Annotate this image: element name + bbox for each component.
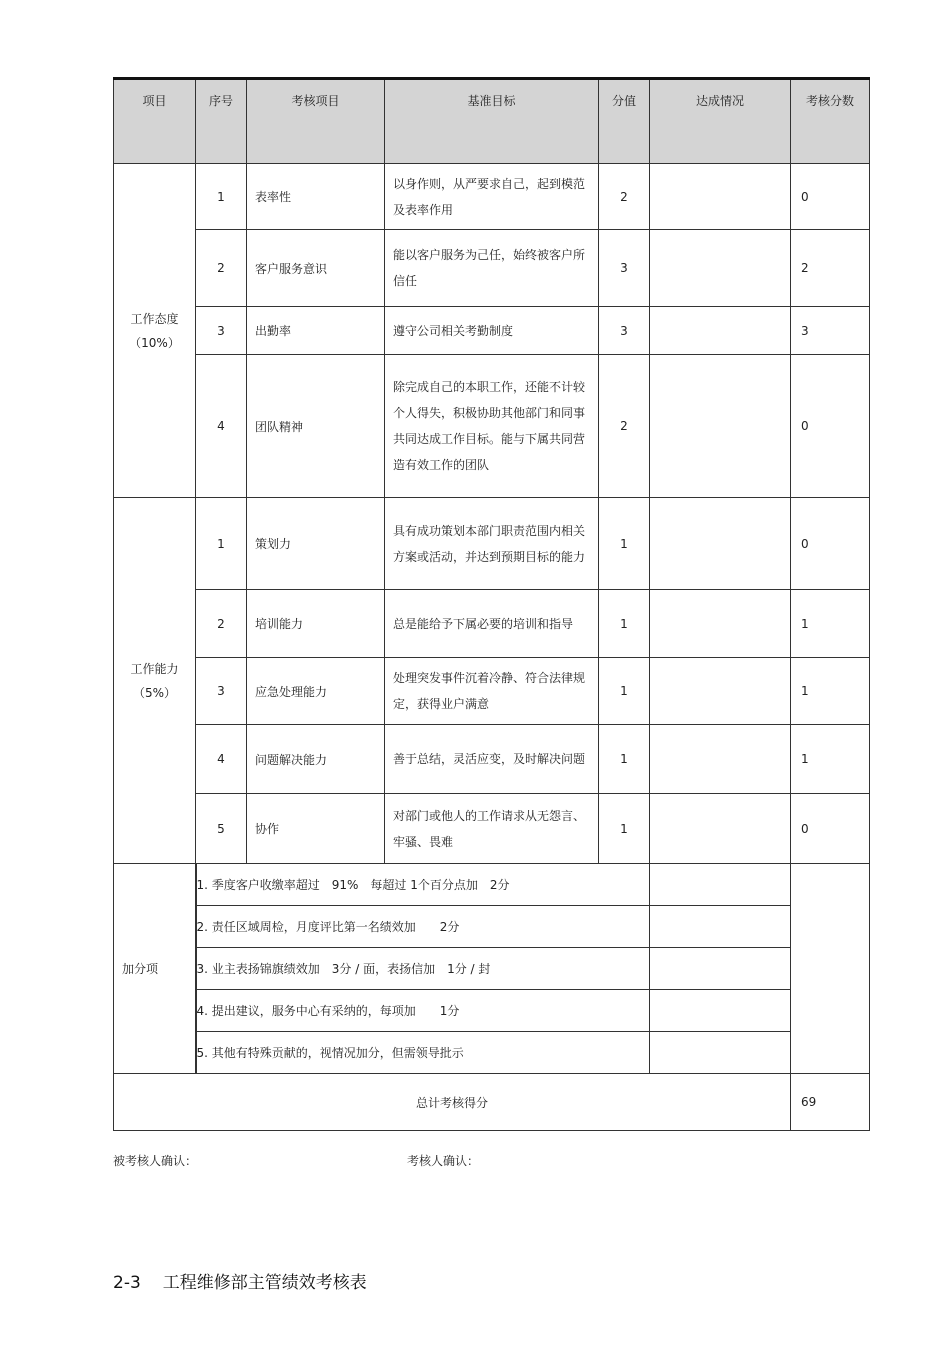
row-target: 除完成自己的本职工作，还能不计较个人得失，积极协助其他部门和同事共同达成工作目标。能与下属共同营造有效工作的团队 bbox=[385, 355, 599, 498]
bonus-row bbox=[114, 906, 870, 948]
row-item: 策划力 bbox=[247, 498, 385, 590]
total-label: 总计考核得分 bbox=[114, 1074, 791, 1131]
header-points: 分值 bbox=[599, 79, 650, 164]
header-row bbox=[114, 79, 870, 164]
section-number: 2-3 bbox=[113, 1273, 141, 1293]
bonus-item: 1. 季度客户收缴率超过 91% 每超过 1个百分点加 2分 bbox=[196, 864, 650, 906]
row-points: 1 bbox=[599, 658, 650, 725]
row-item: 表率性 bbox=[247, 164, 385, 230]
row-number: 3 bbox=[196, 307, 247, 355]
table-row bbox=[114, 725, 870, 794]
category-name: 工作能力 bbox=[130, 661, 179, 676]
performance-table bbox=[113, 77, 870, 1131]
appraiser-confirmation: 考核人确认： bbox=[407, 1154, 480, 1168]
row-number: 3 bbox=[196, 658, 247, 725]
row-target: 处理突发事件沉着冷静、符合法律规定，获得业户满意 bbox=[385, 658, 599, 725]
row-points: 1 bbox=[599, 725, 650, 794]
table-row bbox=[114, 355, 870, 498]
total-value: 69 bbox=[791, 1074, 870, 1131]
row-item: 团队精神 bbox=[247, 355, 385, 498]
row-achieved bbox=[650, 355, 791, 498]
row-achieved bbox=[650, 658, 791, 725]
header-category: 项目 bbox=[114, 79, 196, 164]
row-item: 培训能力 bbox=[247, 590, 385, 658]
section-title: 工程维修部主管绩效考核表 bbox=[162, 1273, 367, 1293]
row-achieved bbox=[650, 794, 791, 864]
row-achieved bbox=[650, 164, 791, 230]
bonus-row bbox=[114, 864, 870, 906]
header-achieved: 达成情况 bbox=[650, 79, 791, 164]
table-row bbox=[114, 794, 870, 864]
table-row bbox=[114, 164, 870, 230]
row-score: 0 bbox=[791, 355, 870, 498]
bonus-row bbox=[114, 1032, 870, 1074]
row-target: 善于总结，灵活应变，及时解决问题 bbox=[385, 725, 599, 794]
bonus-item: 2. 责任区域周检，月度评比第一名绩效加 2分 bbox=[196, 906, 650, 948]
table-row bbox=[114, 658, 870, 725]
row-score: 1 bbox=[791, 658, 870, 725]
row-target: 遵守公司相关考勤制度 bbox=[385, 307, 599, 355]
row-target: 以身作则，从严要求自己，起到模范及表率作用 bbox=[385, 164, 599, 230]
row-achieved bbox=[650, 725, 791, 794]
bonus-achieved bbox=[650, 1032, 791, 1074]
row-score: 0 bbox=[791, 164, 870, 230]
row-score: 3 bbox=[791, 307, 870, 355]
row-points: 1 bbox=[599, 498, 650, 590]
bonus-item: 4. 提出建议，服务中心有采纳的，每项加 1分 bbox=[196, 990, 650, 1032]
row-points: 3 bbox=[599, 307, 650, 355]
category-name: 工作态度 bbox=[130, 311, 179, 326]
row-score: 0 bbox=[791, 794, 870, 864]
category-cell bbox=[114, 498, 196, 864]
bonus-achieved bbox=[650, 906, 791, 948]
row-item: 问题解决能力 bbox=[247, 725, 385, 794]
bonus-achieved bbox=[650, 948, 791, 990]
row-target: 具有成功策划本部门职责范围内相关方案或活动，并达到预期目标的能力 bbox=[385, 498, 599, 590]
row-score: 2 bbox=[791, 230, 870, 307]
row-item: 客户服务意识 bbox=[247, 230, 385, 307]
header-item: 考核项目 bbox=[247, 79, 385, 164]
header-number: 序号 bbox=[196, 79, 247, 164]
row-number: 2 bbox=[196, 230, 247, 307]
bonus-item: 3. 业主表扬锦旗绩效加 3分 / 面，表扬信加 1分 / 封 bbox=[196, 948, 650, 990]
bonus-row bbox=[114, 990, 870, 1032]
table-row bbox=[114, 307, 870, 355]
row-number: 1 bbox=[196, 498, 247, 590]
row-target: 能以客户服务为己任，始终被客户所信任 bbox=[385, 230, 599, 307]
row-target: 总是能给予下属必要的培训和指导 bbox=[385, 590, 599, 658]
row-number: 5 bbox=[196, 794, 247, 864]
bonus-achieved bbox=[650, 990, 791, 1032]
row-points: 3 bbox=[599, 230, 650, 307]
row-achieved bbox=[650, 230, 791, 307]
appraisee-confirmation: 被考核人确认： bbox=[113, 1154, 198, 1168]
row-number: 4 bbox=[196, 355, 247, 498]
row-points: 1 bbox=[599, 590, 650, 658]
row-score: 1 bbox=[791, 590, 870, 658]
row-points: 2 bbox=[599, 355, 650, 498]
row-item: 应急处理能力 bbox=[247, 658, 385, 725]
category-weight: （5%） bbox=[132, 685, 177, 700]
row-target: 对部门或他人的工作请求从无怨言、牢骚、畏难 bbox=[385, 794, 599, 864]
row-points: 1 bbox=[599, 794, 650, 864]
header-target: 基准目标 bbox=[385, 79, 599, 164]
row-item: 出勤率 bbox=[247, 307, 385, 355]
bonus-item: 5. 其他有特殊贡献的，视情况加分，但需领导批示 bbox=[196, 1032, 650, 1074]
row-item: 协作 bbox=[247, 794, 385, 864]
row-score: 0 bbox=[791, 498, 870, 590]
row-points: 2 bbox=[599, 164, 650, 230]
table-row bbox=[114, 590, 870, 658]
row-number: 1 bbox=[196, 164, 247, 230]
bonus-label: 加分项 bbox=[114, 864, 196, 1074]
table-row bbox=[114, 498, 870, 590]
row-number: 4 bbox=[196, 725, 247, 794]
bonus-score bbox=[791, 864, 870, 1074]
bonus-row bbox=[114, 948, 870, 990]
row-achieved bbox=[650, 307, 791, 355]
next-section-heading bbox=[113, 1268, 389, 1293]
row-achieved bbox=[650, 498, 791, 590]
row-achieved bbox=[650, 590, 791, 658]
category-cell bbox=[114, 164, 196, 498]
bonus-achieved bbox=[650, 864, 791, 906]
row-score: 1 bbox=[791, 725, 870, 794]
row-number: 2 bbox=[196, 590, 247, 658]
table-row bbox=[114, 230, 870, 307]
total-row bbox=[114, 1074, 870, 1131]
header-score: 考核分数 bbox=[791, 79, 870, 164]
category-weight: （10%） bbox=[129, 335, 180, 350]
